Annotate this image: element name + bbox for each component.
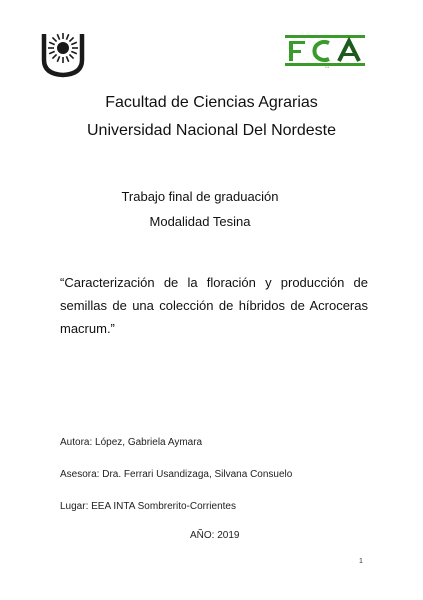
thesis-title: “Caracterización de la floración y producción de semillas de una colección de híbridos de Acroceras macrum.” bbox=[60, 275, 368, 336]
faculty-name: Facultad de Ciencias Agrarias bbox=[105, 94, 318, 111]
author-line: Autora: López, Gabriela Aymara bbox=[60, 437, 203, 448]
work-type: Trabajo final de graduación bbox=[121, 189, 279, 204]
page-number: 1 bbox=[359, 558, 363, 565]
advisor-line: Asesora: Dra. Ferrari Usandizaga, Silvana Consuelo bbox=[60, 469, 293, 480]
place-line: Lugar: EEA INTA Sombrerito-Corrientes bbox=[60, 501, 236, 512]
fca-logo-text: FCA bbox=[325, 67, 329, 69]
year-line: AÑO: 2019 bbox=[190, 530, 240, 541]
university-name: Universidad Nacional Del Nordeste bbox=[86, 122, 336, 139]
fca-logo-icon bbox=[285, 33, 365, 69]
work-modality: Modalidad Tesina bbox=[149, 214, 251, 229]
unne-sun-shield-icon bbox=[38, 30, 88, 78]
